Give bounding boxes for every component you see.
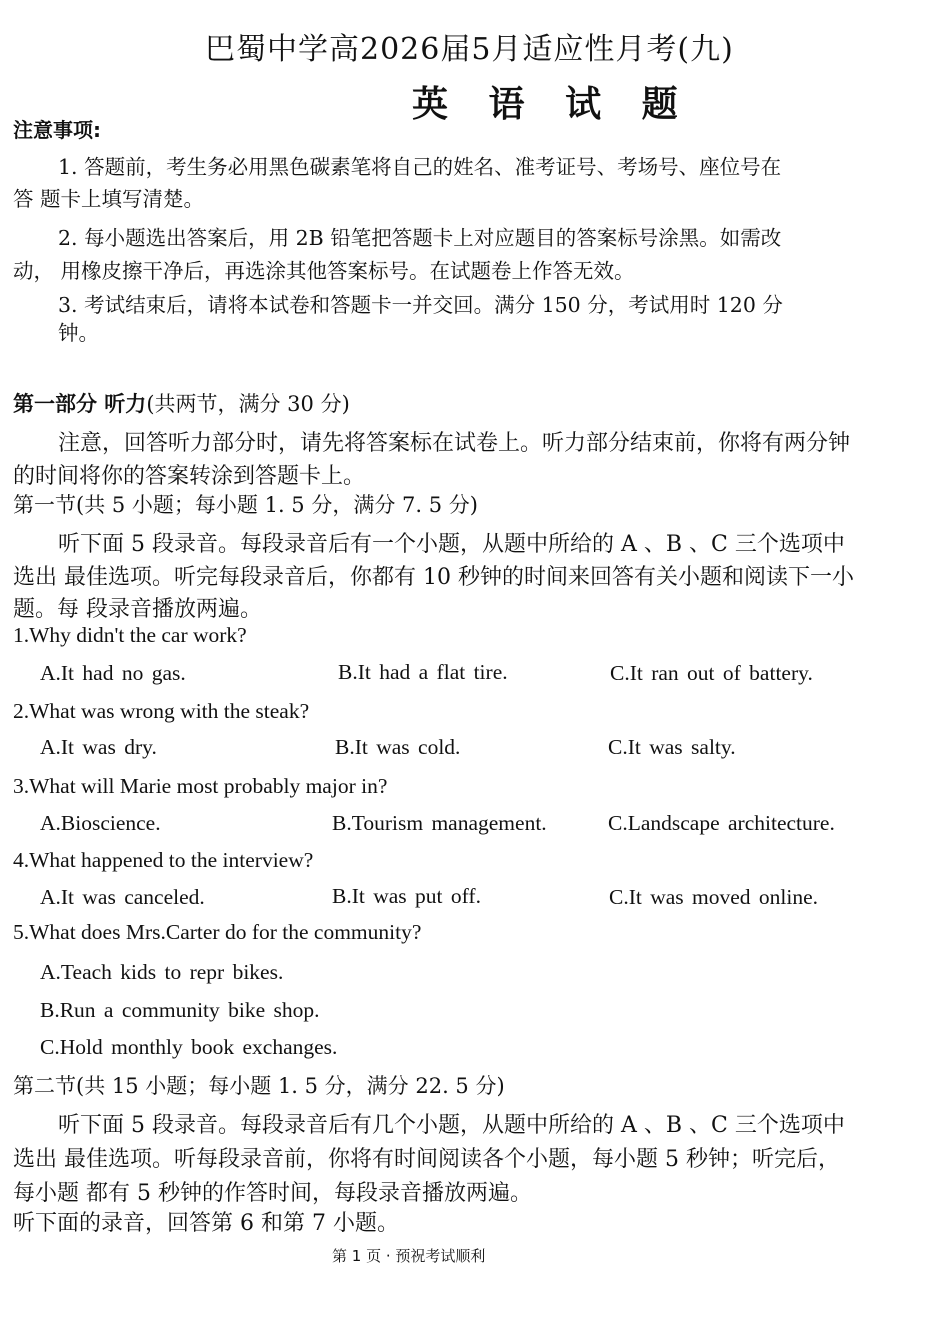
question-1-option-c: C.It ran out of battery. [610,661,813,685]
page-footer: 第 1 页 · 预祝考试顺利 [332,1247,486,1265]
notice-item-1-line2: 答 题卡上填写清楚。 [13,187,205,211]
section1-intro-line3: 题。每 段录音播放两遍。 [13,597,262,622]
notice-item-2-line2: 动， 用橡皮擦干净后，再选涂其他答案标号。在试题卷上作答无效。 [13,259,635,283]
notice-item-1-line1: 1. 答题前，考生务必用黑色碳素笔将自己的姓名、准考证号、考场号、座位号在 [58,155,782,179]
question-5: 5.What does Mrs.Carter do for the community? [13,920,422,944]
notice-item-3-line1: 3. 考试结束后，请将本试卷和答题卡一并交回。满分 150 分，考试用时 120 分 [58,293,783,317]
question-4: 4.What happened to the interview? [13,848,314,872]
question-4-option-c: C.It was moved online. [609,885,819,909]
question-2: 2.What was wrong with the steak? [13,699,310,723]
question-3-option-a: A.Bioscience. [40,811,161,835]
section2-intro-line1: 听下面 5 段录音。每段录音后有几个小题，从题中所给的 A 、B 、C 三个选项中 [58,1113,845,1138]
question-4-option-b: B.It was put off. [332,884,481,908]
question-1-option-a: A.It had no gas. [40,661,186,685]
section2-intro-line2: 选出 最佳选项。听每段录音前，你将有时间阅读各个小题，每小题 5 秒钟；听完后， [13,1147,840,1172]
exam-title: 巴蜀中学高2026届5月适应性月考(九) [205,32,734,67]
question-2-option-c: C.It was salty. [608,735,736,759]
question-2-option-b: B.It was cold. [335,735,461,759]
section1-heading: 第一节(共 5 小题；每小题 1. 5 分，满分 7. 5 分) [13,493,478,517]
question-1: 1.Why didn't the car work? [13,623,247,647]
question-3: 3.What will Marie most probably major in? [13,774,388,798]
question-3-option-c: C.Landscape architecture. [608,811,835,835]
question-5-option-b: B.Run a community bike shop. [40,998,320,1022]
part1-heading-bold: 第一部分 听力 [13,392,147,416]
section2-intro-line3: 每小题 都有 5 秒钟的作答时间，每段录音播放两遍。 [13,1181,532,1206]
notice-item-2-line1: 2. 每小题选出答案后，用 2B 铅笔把答题卡上对应题目的答案标号涂黑。如需改 [58,226,782,250]
exam-subject-title: 英 语 试 题 [412,84,692,125]
part1-heading-rest: (共两节，满分 30 分) [146,392,350,416]
notice-item-3-line2: 钟。 [58,321,99,345]
section1-intro-line2: 选出 最佳选项。听完每段录音后，你都有 10 秒钟的时间来回答有关小题和阅读下一小 [13,565,854,590]
section1-intro-line1: 听下面 5 段录音。每段录音后有一个小题，从题中所给的 A 、B 、C 三个选项中 [58,532,845,557]
question-4-option-a: A.It was canceled. [40,885,205,909]
question-1-option-b: B.It had a flat tire. [338,660,508,684]
section2-instruction: 听下面的录音，回答第 6 和第 7 小题。 [13,1211,399,1236]
question-5-option-c: C.Hold monthly book exchanges. [40,1035,338,1059]
section2-heading: 第二节(共 15 小题；每小题 1. 5 分，满分 22. 5 分) [13,1074,505,1098]
part1-intro-line1: 注意，回答听力部分时，请先将答案标在试卷上。听力部分结束前，你将有两分钟 [58,431,851,456]
part1-intro-line2: 的时间将你的答案转涂到答题卡上。 [13,464,366,489]
part1-heading [13,388,350,418]
question-5-option-a: A.Teach kids to repr bikes. [40,960,284,984]
question-2-option-a: A.It was dry. [40,735,157,759]
question-3-option-b: B.Tourism management. [332,811,547,835]
notice-heading: 注意事项: [13,118,101,142]
